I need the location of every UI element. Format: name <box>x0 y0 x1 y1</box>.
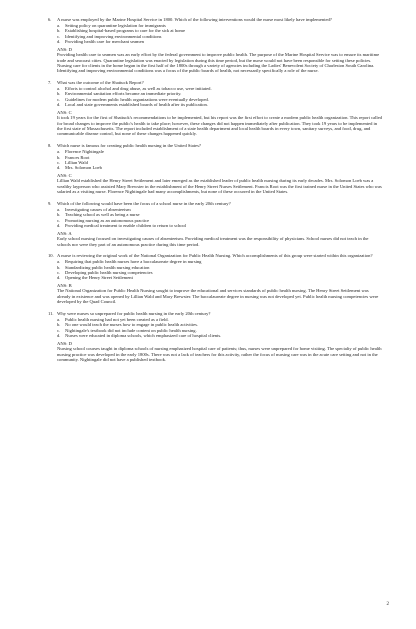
option-text: Efforts to control alcohol and drug abuse, as well as tobacco use, were initiated. <box>65 86 212 92</box>
option-letter: d. <box>57 275 61 281</box>
option-text: Nightingale's textbook did not include content on public health nursing. <box>65 327 197 333</box>
option-letter: a. <box>57 86 61 92</box>
question-stem <box>48 17 383 22</box>
option-letter: c. <box>57 270 61 276</box>
option-text: Setting policy on quarantine legislation for immigrants <box>65 22 166 28</box>
answer-option <box>57 275 383 280</box>
question <box>48 311 383 362</box>
option-letter: c. <box>57 33 61 39</box>
answer-options <box>57 149 383 171</box>
question-text: Why were nurses so unprepared for public health nursing in the early 20th century? <box>57 311 211 317</box>
answer-key: ANS: C <box>57 109 72 115</box>
answer-options <box>57 259 383 281</box>
answer-option <box>57 333 383 338</box>
rationale-text: Lillian Wald established the Henry Street Settlement and later emerged as the established leader of public health nursing during its early decades. Mrs. Solomon Loeb was a wealthy layperson who assisted Mary Brewster in the establishment of the Henry Street Nurses Settlement. Francis Root was the first trained nurse in the United States who was salaried as a visiting nurse. Florence Nightingale had many accomplishments, but none of these occurred in the United States. <box>57 178 382 195</box>
option-letter: a. <box>57 206 61 212</box>
question-text: Which of the following would have been the focus of a school nurse in the early 20th century? <box>57 201 231 207</box>
option-letter: c. <box>57 327 61 333</box>
option-text: No one would teach the nurses how to engage in public health activities. <box>65 322 199 328</box>
option-text: Nurses were educated in diploma schools, which emphasized care of hospital clients. <box>65 333 222 339</box>
answer-option <box>57 102 383 107</box>
option-text: Teaching school as well as being a nurse <box>65 212 140 218</box>
rationale-text: It took 19 years for the first of Shattuck's recommendations to be implemented, but his report was the first effort to create a modern public health organization. This report called for broad changes to improve the public's health to take place; however, these changes did not happen immediately after publication. They took 19 years to be implemented in the first state of Massachusetts. The report included establishment of a state health department and local health boards in every town, sanitary surveys, and food, drug, and communicable disease control, but none of these changes happened quickly. <box>57 115 382 137</box>
question-number: 6. <box>48 17 52 22</box>
option-text: Opening the Henry Street Settlement <box>65 275 133 281</box>
option-text: Providing medical treatment to enable children to return to school <box>65 223 187 229</box>
option-letter: d. <box>57 39 61 45</box>
answer-option <box>57 223 383 228</box>
option-letter: a. <box>57 149 61 155</box>
rationale-text: Nursing school courses taught in diploma schools of nursing emphasized hospital care of patients; thus, nurses were unprepared for home visiting. The specialty of public health nursing practice was developed in the early 1800s. There was not a lack of teachers for this activity, rather the focus of nursing care was in the acute care setting and not in the community. Nightingale did not have a published textbook. <box>57 346 382 363</box>
answer-key: ANS: D <box>57 46 72 52</box>
answer-key: ANS: D <box>57 340 72 346</box>
option-text: Identifying and improving environmental conditions <box>65 33 162 39</box>
answer-option <box>57 39 383 44</box>
option-text: Public health nursing had not yet been created as a field. <box>65 316 169 322</box>
option-text: Environmental sanitation efforts became an immediate priority. <box>65 91 182 97</box>
option-letter: b. <box>57 154 61 160</box>
question-list <box>48 17 383 369</box>
question-number: 11. <box>48 311 54 317</box>
question-number: 10. <box>48 253 54 259</box>
option-letter: c. <box>57 217 61 223</box>
answer-options <box>57 207 383 229</box>
question <box>48 201 383 247</box>
question-stem <box>48 80 383 85</box>
question-text: A nurse is reviewing the original work of the National Organization for Public Health Nursing. Which accomplishments of this group were started within this organization? <box>57 253 373 259</box>
option-text: Local and state governments established boards of health after its publication. <box>65 102 209 108</box>
option-letter: b. <box>57 212 61 218</box>
answer-key: ANS: C <box>57 173 72 178</box>
page-number: 2 <box>386 602 389 607</box>
option-text: Establishing hospital-based programs to care for the sick at home <box>65 28 186 34</box>
option-letter: d. <box>57 165 61 171</box>
question-stem <box>48 253 383 258</box>
option-text: Providing health care for merchant seamen <box>65 39 144 45</box>
question-stem <box>48 143 383 148</box>
question-number: 8. <box>48 143 52 149</box>
answer-option <box>57 165 383 170</box>
question-number: 9. <box>48 201 52 207</box>
option-letter: d. <box>57 333 61 339</box>
option-letter: c. <box>57 96 61 102</box>
option-letter: b. <box>57 322 61 328</box>
option-letter: a. <box>57 22 61 28</box>
question <box>48 253 383 304</box>
option-letter: d. <box>57 223 61 229</box>
question-number: 7. <box>48 80 52 86</box>
option-text: Standardizing public health nursing education <box>65 264 150 270</box>
answer-key: ANS: A <box>57 230 72 236</box>
option-text: Frances Root <box>65 154 90 160</box>
question <box>48 80 383 137</box>
answer-options <box>57 317 383 339</box>
rationale-text: Providing health care to seamen was an early effort by the federal government to improve public health. The purpose of the Marine Hospital Service was to ensure its maritime trade and seacoast cities. Quarantine legislation was enacted by legislation during this time period, but the nurse would not have been responsible for setting these policies. Nursing care for clients in the home began in the first half of the 1800s through a variety of agencies including the Ladies' Benevolent Society of Charleston South Carolina. Identifying and improving environmental conditions was a focus of the public boards of health, not necessarily specifically a role of the nurse. <box>57 52 380 74</box>
option-letter: a. <box>57 259 61 265</box>
rationale-text: The National Organization for Public Health Nursing sought to improve the educational and services standards of public health nursing. The Henry Street Settlement was already in existence and was opened by Lillian Wald and Mary Brewster. The baccalaureate degree in nursing was not developed yet. Public health nursing competencies were developed by the Quad Council. <box>57 288 379 305</box>
option-letter: b. <box>57 91 61 97</box>
question-text: Which nurse is famous for creating public health nursing in the United States? <box>57 143 201 149</box>
question-stem <box>48 311 383 316</box>
question <box>48 143 383 194</box>
answer-key: ANS: B <box>57 283 72 289</box>
option-text: Promoting nursing as an autonomous practice <box>65 217 150 223</box>
option-letter: a. <box>57 316 61 322</box>
question-text: What was the outcome of the Shattuck Report? <box>57 80 144 86</box>
option-text: Requiring that public health nurses have a baccalaureate degree in nursing <box>65 259 202 265</box>
option-letter: b. <box>57 264 61 270</box>
option-text: Guidelines for modern public health organizations were eventually developed. <box>65 96 209 102</box>
question-stem <box>48 201 383 206</box>
option-text: Lillian Wald <box>65 160 88 165</box>
option-text: Mrs. Solomon Loeb <box>65 165 102 171</box>
option-letter: d. <box>57 102 61 108</box>
answer-options <box>57 86 383 108</box>
option-letter: c. <box>57 160 61 165</box>
question-text: A nurse was employed by the Marine Hospital Service in 1800. Which of the following interventions would the nurse most likely have implemented? <box>57 17 332 22</box>
rationale-text: Early school nursing focused on investigating causes of absenteeism. Providing medical treatment was the responsibility of physicians. School nurses did not teach in the schools nor were they part of an autonomous practice during this time period. <box>57 236 369 247</box>
option-text: Florence Nightingale <box>65 149 104 155</box>
option-text: Investigating causes of absenteeism <box>65 206 131 212</box>
option-text: Developing public health nursing competencies <box>65 270 153 276</box>
option-letter: b. <box>57 28 61 34</box>
answer-options <box>57 23 383 45</box>
question <box>48 17 383 74</box>
